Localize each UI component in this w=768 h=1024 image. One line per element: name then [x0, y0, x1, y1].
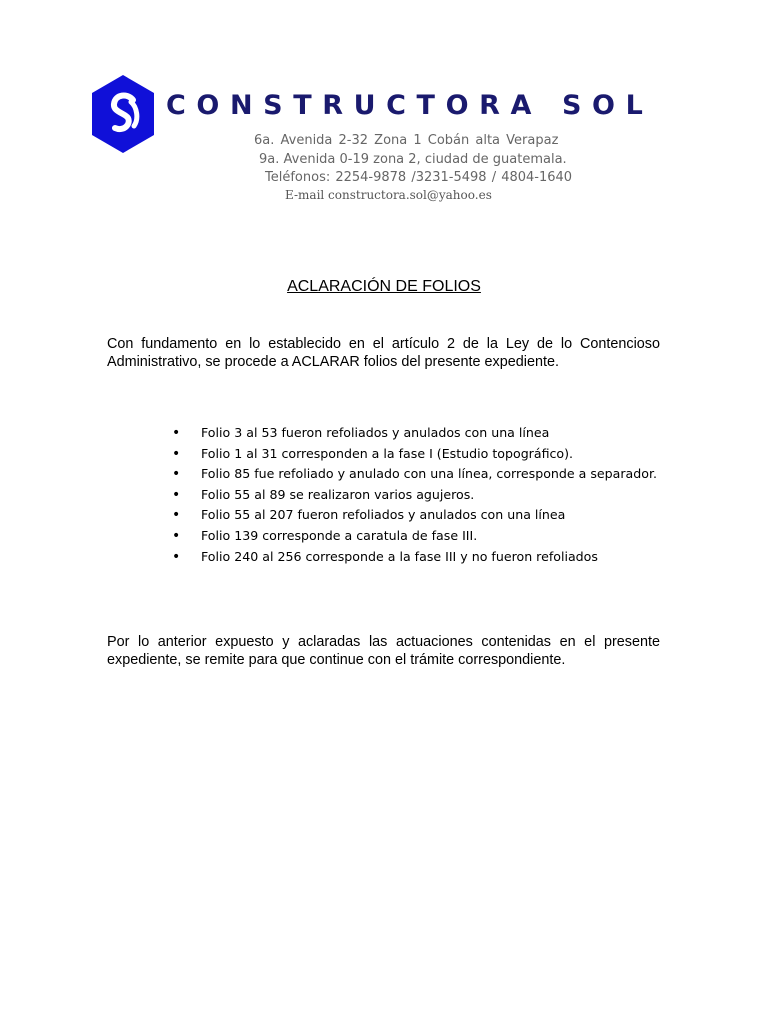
bullet-icon: • [172, 486, 181, 503]
bullet-icon: • [172, 445, 181, 462]
address-line-1: 6a. Avenida 2-32 Zona 1 Cobán alta Verapaz [254, 133, 559, 148]
phone-numbers: Teléfonos: 2254-9878 /3231-5498 / 4804-1640 [265, 170, 573, 185]
email-line: E-mail constructora.sol@yahoo.es [285, 188, 492, 202]
company-logo [89, 73, 157, 155]
closing-paragraph: Por lo anterior expuesto y aclaradas las actuaciones contenidas en el presente expediente, se remite para que continue con el trámite correspondiente. [107, 634, 660, 668]
bullet-icon: • [172, 466, 181, 483]
company-name: CONSTRUCTORA SOL [166, 90, 654, 121]
document-title: ACLARACIÓN DE FOLIOS [287, 278, 481, 295]
bullet-icon: • [172, 507, 181, 524]
bullet-icon: • [172, 527, 181, 544]
bullet-icon: • [172, 548, 181, 565]
address-line-2: 9a. Avenida 0-19 zona 2, ciudad de guatemala. [259, 152, 567, 167]
intro-paragraph: Con fundamento en lo establecido en el artículo 2 de la Ley de lo Contencioso Administrativo, se procede a ACLARAR folios del presente expediente. [107, 336, 660, 370]
bullet-icon: • [172, 425, 181, 441]
